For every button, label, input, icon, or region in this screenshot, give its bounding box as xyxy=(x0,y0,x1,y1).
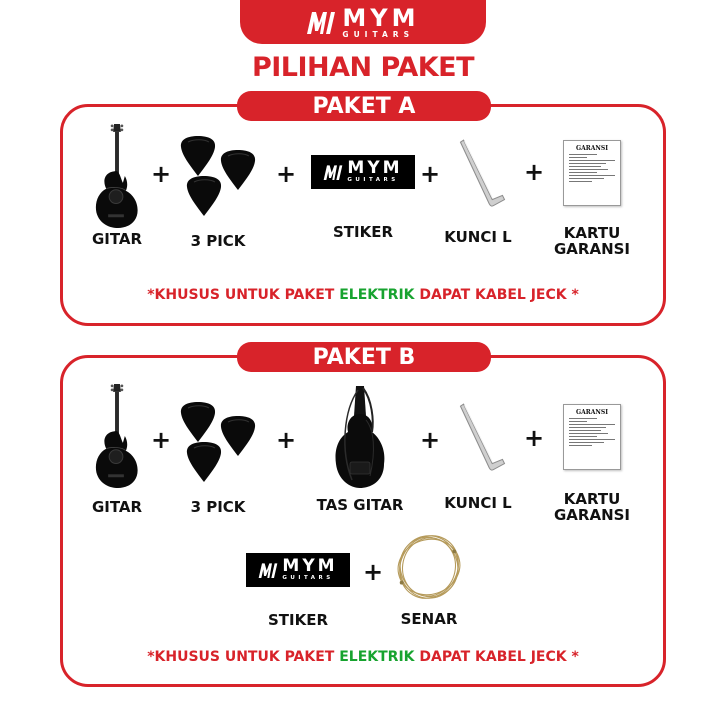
plus-sign: + xyxy=(524,158,545,186)
paket-a-title: PAKET A xyxy=(237,91,491,121)
paket-a-item-warranty-card xyxy=(548,140,636,258)
brand-logo xyxy=(306,3,420,39)
sticker-brand-name: MYM xyxy=(282,556,338,577)
paket-b-note xyxy=(60,649,666,665)
pick-icon xyxy=(172,400,264,496)
pick-icon xyxy=(172,134,264,230)
item-label: GITAR xyxy=(91,230,143,248)
note-highlight: ELEKTRIK xyxy=(339,649,415,665)
gig-bag-icon xyxy=(330,380,390,490)
item-label: TAS GITAR xyxy=(316,496,404,514)
brand-header xyxy=(240,0,486,44)
paket-b-item-warranty-card xyxy=(548,404,636,524)
paket-b-item-strings xyxy=(386,528,472,628)
paket-b-item-sticker xyxy=(242,553,354,629)
paket-b-item-pick xyxy=(172,400,264,516)
paket-a-item-guitar xyxy=(84,122,150,248)
plus-sign: + xyxy=(151,426,172,454)
guitar-icon xyxy=(92,122,142,230)
paket-a-note xyxy=(60,287,666,303)
item-label: SENAR xyxy=(400,610,458,628)
sticker-icon xyxy=(311,155,415,189)
sticker-icon xyxy=(246,553,350,587)
plus-sign: + xyxy=(151,160,172,188)
guitar-icon xyxy=(92,382,142,490)
item-label-line1: KARTU xyxy=(563,490,621,508)
warranty-card-title: GARANSI xyxy=(575,409,609,416)
item-label-line2: GARANSI xyxy=(553,239,631,258)
note-text: DAPAT KABEL JECK * xyxy=(414,287,579,303)
item-label: 3 PICK xyxy=(190,498,246,516)
item-label: 3 PICK xyxy=(190,232,246,250)
sticker-brand-name: MYM xyxy=(347,158,403,179)
warranty-card-title: GARANSI xyxy=(575,145,609,152)
item-label-line1: KARTU xyxy=(563,224,621,242)
item-label: STIKER xyxy=(332,223,394,241)
item-label-line2: GARANSI xyxy=(553,505,631,524)
note-text: DAPAT KABEL JECK * xyxy=(414,649,579,665)
allen-key-icon xyxy=(457,400,509,482)
plus-sign: + xyxy=(276,160,297,188)
note-text: *KHUSUS UNTUK PAKET xyxy=(147,649,340,665)
note-highlight: ELEKTRIK xyxy=(339,287,415,303)
plus-sign: + xyxy=(420,160,441,188)
warranty-card-icon xyxy=(563,140,621,206)
brand-mark-icon xyxy=(306,9,336,35)
warranty-card-icon xyxy=(563,404,621,470)
page-title: PILIHAN PAKET xyxy=(251,52,475,83)
item-label: STIKER xyxy=(267,611,329,629)
plus-sign: + xyxy=(363,558,384,586)
sticker-brand-sub: GUITARS xyxy=(347,177,399,184)
item-label: GITAR xyxy=(91,498,143,516)
strings-icon xyxy=(390,528,468,606)
plus-sign: + xyxy=(524,424,545,452)
plus-sign: + xyxy=(420,426,441,454)
item-label: KUNCI L xyxy=(444,494,512,512)
paket-b-title: PAKET B xyxy=(237,342,491,372)
brand-name: MYM xyxy=(342,3,420,32)
brand-sub: GUITARS xyxy=(342,29,414,39)
item-label: KUNCI L xyxy=(444,228,512,246)
plus-sign: + xyxy=(276,426,297,454)
paket-a-item-sticker xyxy=(308,155,418,241)
paket-b-item-gig-bag xyxy=(310,380,410,514)
paket-b-item-allen-key xyxy=(440,400,516,512)
paket-a-item-pick xyxy=(172,134,264,250)
note-text: *KHUSUS UNTUK PAKET xyxy=(147,287,340,303)
sticker-brand-sub: GUITARS xyxy=(282,575,334,582)
allen-key-icon xyxy=(457,136,509,218)
paket-a-item-allen-key xyxy=(440,136,516,246)
paket-b-item-guitar xyxy=(84,382,150,516)
